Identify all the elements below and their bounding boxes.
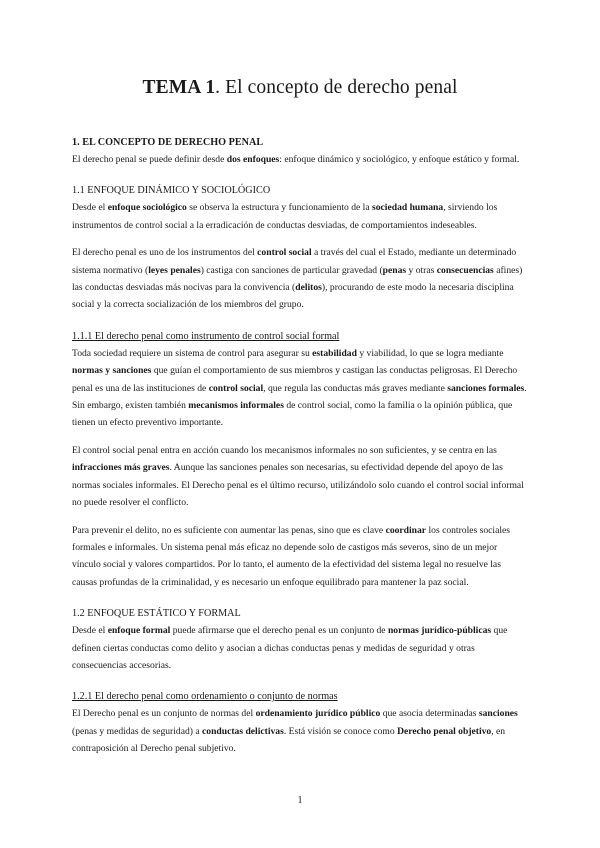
title-rest: . El concepto de derecho penal (215, 77, 458, 98)
section-1-1-heading: 1.1 ENFOQUE DINÁMICO Y SOCIOLÓGICO (72, 185, 271, 197)
section-1-2-1-heading: 1.2.1 El derecho penal como ordenamiento o conjunto de normas (72, 691, 338, 703)
section-1-1-1-paragraph-1: Toda sociedad requiere un sistema de control para asegurar su estabilidad y viabilidad, lo que se logra mediante normas y sanciones que guían el comportamiento de sus miembros y castigan las conductas peligrosas. El Derecho penal es una de las instituciones de control social, que regula las conductas más graves mediante sanciones formales. Sin embargo, existen también mecanismos informales de control social, como la familia o la opinión pública, que tienen un efecto preventivo importante. (72, 347, 527, 429)
section-1-1-1-paragraph-3: Para prevenir el delito, no es suficiente con aumentar las penas, sino que es clave coordinar los controles sociales formales e informales. Un sistema penal más eficaz no depende solo de castigos más severos, sino de un mejor vínculo social y valores compartidos. Por lo tanto, el aumento de la efectividad del sistema legal no resuelve las causas profundas de la criminalidad, y es necesario un enfoque equilibrado para mantener la paz social. (72, 524, 511, 588)
page-number: 1 (297, 795, 303, 806)
section-1-1-1-paragraph-2: El control social penal entra en acción cuando los mecanismos informales no son suficientes, y se centra en las infracciones más graves. Aunque las sanciones penales son necesarias, su efectividad depende del apoyo de las normas sociales informales. El Derecho penal es el último recurso, utilizándolo solo cuando el control social informal no puede resolver el conflicto. (72, 444, 524, 509)
section-1-2-1-paragraph-1: El Derecho penal es un conjunto de normas del ordenamiento jurídico público que asocia determinadas sanciones (penas y medidas de seguridad) a conductas delictivas. Está visión se conoce como Derecho penal objetivo, en contraposición al Derecho penal subjetivo. (72, 708, 518, 755)
title-bold: TEMA 1 (142, 77, 216, 98)
section-1-paragraph-1: El derecho penal se puede definir desde dos enfoques: enfoque dinámico y sociológico, y enfoque estático y formal. (72, 154, 520, 165)
section-1-1-1-heading: 1.1.1 El derecho penal como instrumento de control social formal (72, 330, 340, 342)
page-title (72, 0, 528, 100)
section-1-2-paragraph-1: Desde el enfoque formal puede afirmarse que el derecho penal es un conjunto de normas jurídico-públicas que definen ciertas conductas como delito y asocian a dichas conductas penas y medidas de seguridad y otras consecuencias accesorias. (72, 625, 508, 671)
section-1-1-paragraph-2: El derecho penal es uno de los instrumentos del control social a través del cual el Estado, mediante un determinado sistema normativo (leyes penales) castiga con sanciones de particular gravedad (penas y otras consecuencias afines) las conductas desviadas más nocivas para la convivencia (delitos), procurando de este modo la necesaria disciplina social y la correcta socialización de los miembros del grupo. (72, 247, 523, 311)
section-1-heading: 1. EL CONCEPTO DE DERECHO PENAL (72, 137, 264, 148)
section-1-2-heading: 1.2 ENFOQUE ESTÁTICO Y FORMAL (72, 608, 241, 620)
section-1-1-paragraph-1: Desde el enfoque sociológico se observa la estructura y funcionamiento de la sociedad humana, sirviendo los instrumentos de control social a la erradicación de conductas desviadas, de comportamientos indeseables. (72, 202, 498, 231)
